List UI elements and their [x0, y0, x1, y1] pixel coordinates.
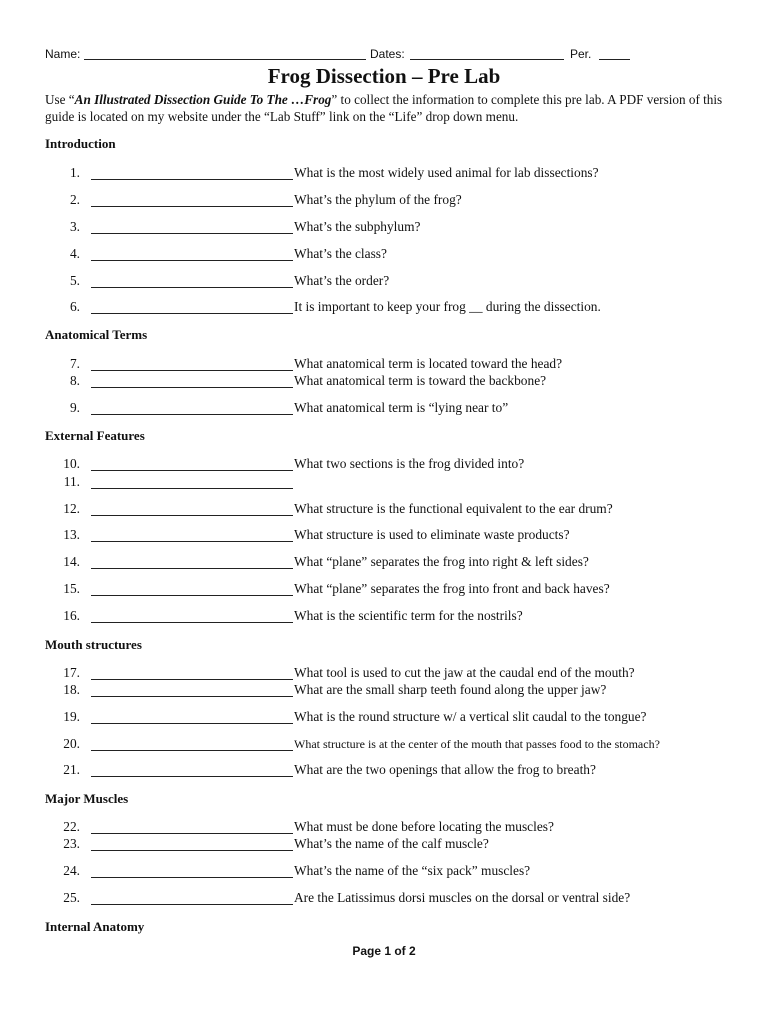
intro-paragraph: [45, 91, 735, 125]
question-number: 2.: [69, 192, 80, 207]
question-number: 1.: [69, 165, 80, 180]
per-blank[interactable]: [599, 59, 630, 60]
question-text: What’s the name of the calf muscle?: [294, 836, 489, 851]
question-number: 18.: [63, 682, 80, 697]
question-number: 25.: [63, 890, 80, 905]
answer-blank[interactable]: [91, 233, 293, 234]
answer-blank[interactable]: [91, 904, 293, 905]
page-number: Page 1 of 2: [352, 944, 416, 958]
question-text: What anatomical term is “lying near to”: [294, 400, 509, 415]
question-number: 17.: [63, 665, 80, 680]
question-number: 10.: [63, 456, 80, 471]
question-text: What structure is the functional equivalent to the ear drum?: [294, 501, 613, 516]
answer-blank[interactable]: [91, 470, 293, 471]
question-number: 9.: [69, 400, 80, 415]
answer-blank[interactable]: [91, 723, 293, 724]
intro-use: Use “: [45, 92, 75, 107]
question-text: What are the two openings that allow the frog to breath?: [294, 762, 596, 777]
question-text: What’s the class?: [294, 246, 387, 261]
answer-blank[interactable]: [91, 387, 293, 388]
question-text: What “plane” separates the frog into front and back haves?: [294, 581, 610, 596]
question-text: What structure is used to eliminate waste products?: [294, 527, 570, 542]
question-text: What tool is used to cut the jaw at the caudal end of the mouth?: [294, 665, 635, 680]
question-number: 5.: [69, 273, 80, 288]
answer-blank[interactable]: [91, 515, 293, 516]
answer-blank[interactable]: [91, 622, 293, 623]
question-number: 15.: [63, 581, 80, 596]
question-text: What’s the name of the “six pack” muscles?: [294, 863, 531, 878]
question-number: 6.: [69, 299, 80, 314]
question-number: 8.: [69, 373, 80, 388]
question-text: What two sections is the frog divided into?: [294, 456, 525, 471]
section-major-muscles: Major Muscles: [45, 791, 129, 806]
section-internal-anatomy: Internal Anatomy: [45, 919, 145, 934]
answer-blank[interactable]: [91, 750, 293, 751]
question-number: 14.: [63, 554, 80, 569]
answer-blank[interactable]: [91, 833, 293, 834]
question-text: What’s the phylum of the frog?: [294, 192, 462, 207]
question-text: What anatomical term is toward the backbone?: [294, 373, 547, 388]
question-number: 4.: [69, 246, 80, 261]
question-number: 12.: [63, 501, 80, 516]
question-text: Are the Latissimus dorsi muscles on the dorsal or ventral side?: [294, 890, 631, 905]
answer-blank[interactable]: [91, 313, 293, 314]
question-number: 23.: [63, 836, 80, 851]
question-text: What is the most widely used animal for lab dissections?: [294, 165, 599, 180]
question-number: 11.: [63, 474, 80, 489]
guide-title: An Illustrated Dissection Guide To The …Frog: [74, 92, 332, 107]
per-label: Per.: [570, 47, 592, 61]
question-text: What’s the subphylum?: [294, 219, 421, 234]
question-text: What is the round structure w/ a vertical slit caudal to the tongue?: [294, 709, 647, 724]
answer-blank[interactable]: [91, 541, 293, 542]
question-number: 24.: [63, 863, 80, 878]
answer-blank[interactable]: [91, 260, 293, 261]
name-label: Name:: [45, 47, 81, 61]
answer-blank[interactable]: [91, 696, 293, 697]
section-external-features: External Features: [45, 428, 145, 443]
answer-blank[interactable]: [91, 414, 293, 415]
question-text: What’s the order?: [294, 273, 390, 288]
intro-rest: ” to collect the information to complete this pre lab. A PDF version of this guide is located on my website under the “Lab Stuff” link on the “Life” drop down menu.: [45, 92, 723, 124]
answer-blank[interactable]: [91, 568, 293, 569]
question-number: 13.: [63, 527, 80, 542]
question-number: 21.: [63, 762, 80, 777]
question-text: It is important to keep your frog __ during the dissection.: [294, 299, 601, 314]
question-text: What anatomical term is located toward the head?: [294, 356, 563, 371]
answer-blank[interactable]: [91, 595, 293, 596]
question-number: 22.: [63, 819, 80, 834]
question-text: What are the small sharp teeth found along the upper jaw?: [294, 682, 607, 697]
answer-blank[interactable]: [91, 776, 293, 777]
question-number: 19.: [63, 709, 80, 724]
answer-blank[interactable]: [91, 850, 293, 851]
dates-blank[interactable]: [410, 59, 564, 60]
question-number: 16.: [63, 608, 80, 623]
answer-blank[interactable]: [91, 179, 293, 180]
question-text: What is the scientific term for the nostrils?: [294, 608, 523, 623]
dates-label: Dates:: [370, 47, 405, 61]
question-number: 3.: [69, 219, 80, 234]
section-anatomical-terms: Anatomical Terms: [45, 327, 148, 342]
question-text: What “plane” separates the frog into right & left sides?: [294, 554, 589, 569]
name-blank[interactable]: [84, 59, 366, 60]
page-title: Frog Dissection – Pre Lab: [267, 64, 501, 88]
section-mouth-structures: Mouth structures: [45, 637, 142, 652]
question-text: What structure is at the center of the mouth that passes food to the stomach?: [294, 737, 660, 751]
answer-blank[interactable]: [91, 370, 293, 371]
answer-blank[interactable]: [91, 679, 293, 680]
section-introduction: Introduction: [45, 136, 116, 151]
question-number: 20.: [63, 736, 80, 751]
question-number: 7.: [69, 356, 80, 371]
answer-blank[interactable]: [91, 877, 293, 878]
answer-blank[interactable]: [91, 287, 293, 288]
answer-blank[interactable]: [91, 206, 293, 207]
answer-blank[interactable]: [91, 488, 293, 489]
question-text: What must be done before locating the muscles?: [294, 819, 554, 834]
